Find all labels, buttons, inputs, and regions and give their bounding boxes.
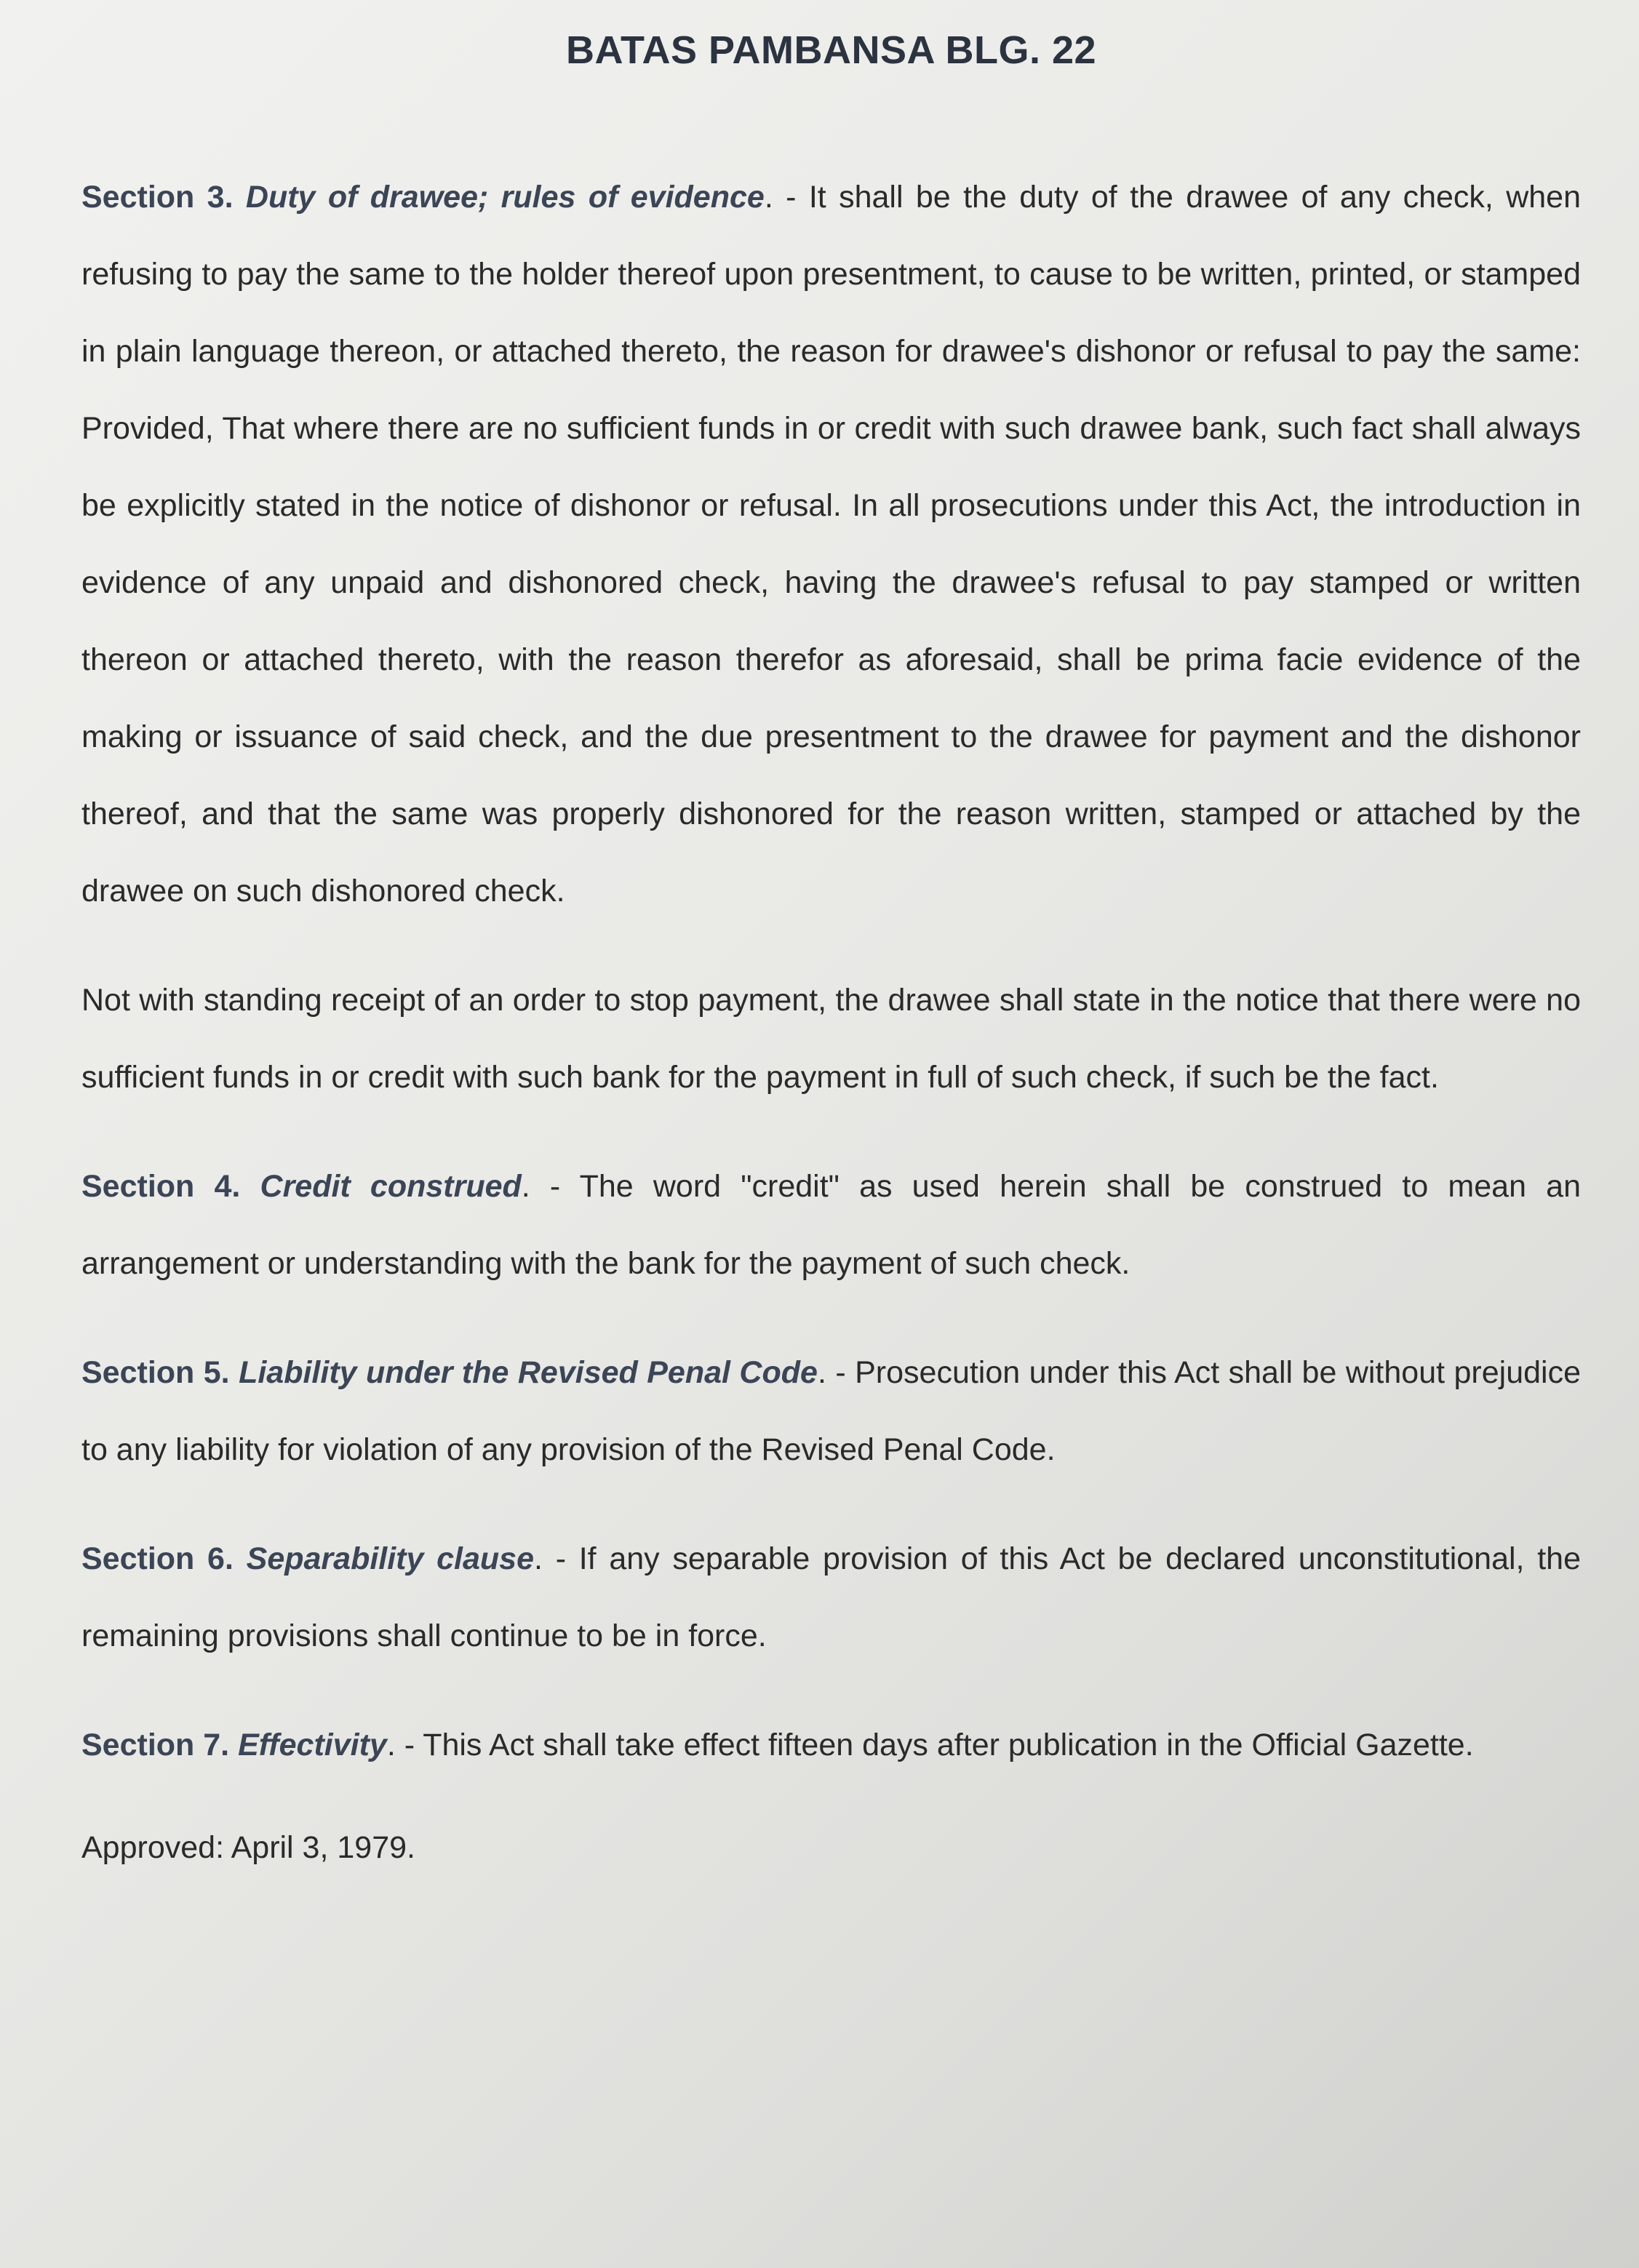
section-5-label: Section 5. — [81, 1355, 230, 1390]
section-5-paragraph — [81, 1334, 1581, 1488]
section-5-title: Liability under the Revised Penal Code — [239, 1355, 818, 1390]
notwithstanding-paragraph: Not with standing receipt of an order to stop payment, the drawee shall state in the notice that there were no sufficient funds in or credit with such bank for the payment in full of such check, if such be the fact. — [81, 983, 1581, 1095]
section-7-title: Effectivity — [238, 1728, 387, 1762]
section-6-title: Separability clause — [246, 1541, 535, 1576]
section-7-body: . - This Act shall take effect fifteen days after publication in the Official Gazette. — [386, 1728, 1474, 1762]
section-7-label: Section 7. — [81, 1728, 230, 1762]
section-4-label: Section 4. — [81, 1169, 241, 1204]
section-3-paragraph — [81, 159, 1581, 930]
section-7-paragraph — [81, 1706, 1581, 1784]
section-5-body: . - Prosecution under this Act shall be without prejudice to any liability for violation of any provision of the Revised Penal Code. — [81, 1355, 1582, 1467]
section-3-body: . - It shall be the duty of the drawee of any check, when refusing to pay the same to the holder thereof upon presentment, to cause to be written, printed, or stamped in plain language thereon, or attached thereto, the reason for drawee's dishonor or refusal to pay the same: Provided, That where there are no sufficient funds in or credit with such drawee bank, such fact shall always be explicitly stated in the notice of dishonor or refusal. In all prosecutions under this Act, the introduction in evidence of any unpaid and dishonored check, having the drawee's refusal to pay stamped or written thereon or attached thereto, with the reason therefor as aforesaid, shall be prima facie evidence of the making or issuance of said check, and the due presentment to the drawee for payment and the dishonor thereof, and that the same was properly dishonored for the reason written, stamped or attached by the drawee on such dishonored check. — [81, 180, 1582, 909]
section-6-label: Section 6. — [81, 1541, 234, 1576]
section-6-paragraph — [81, 1520, 1581, 1674]
section-6-body: . - If any separable provision of this Act be declared unconstitutional, the remaining provisions shall continue to be in force. — [81, 1541, 1582, 1653]
section-3-label: Section 3. — [81, 180, 234, 215]
section-3-title: Duty of drawee; rules of evidence — [245, 180, 765, 215]
section-4-body: . - The word "credit" as used herein shall be construed to mean an arrangement or understanding with the bank for the payment of such check. — [81, 1169, 1581, 1281]
approved-date: Approved: April 3, 1979. — [81, 1830, 415, 1865]
section-4-paragraph — [81, 1148, 1581, 1302]
section-4-title: Credit construed — [260, 1169, 522, 1204]
document-title: BATAS PAMBANSA BLG. 22 — [565, 28, 1097, 72]
